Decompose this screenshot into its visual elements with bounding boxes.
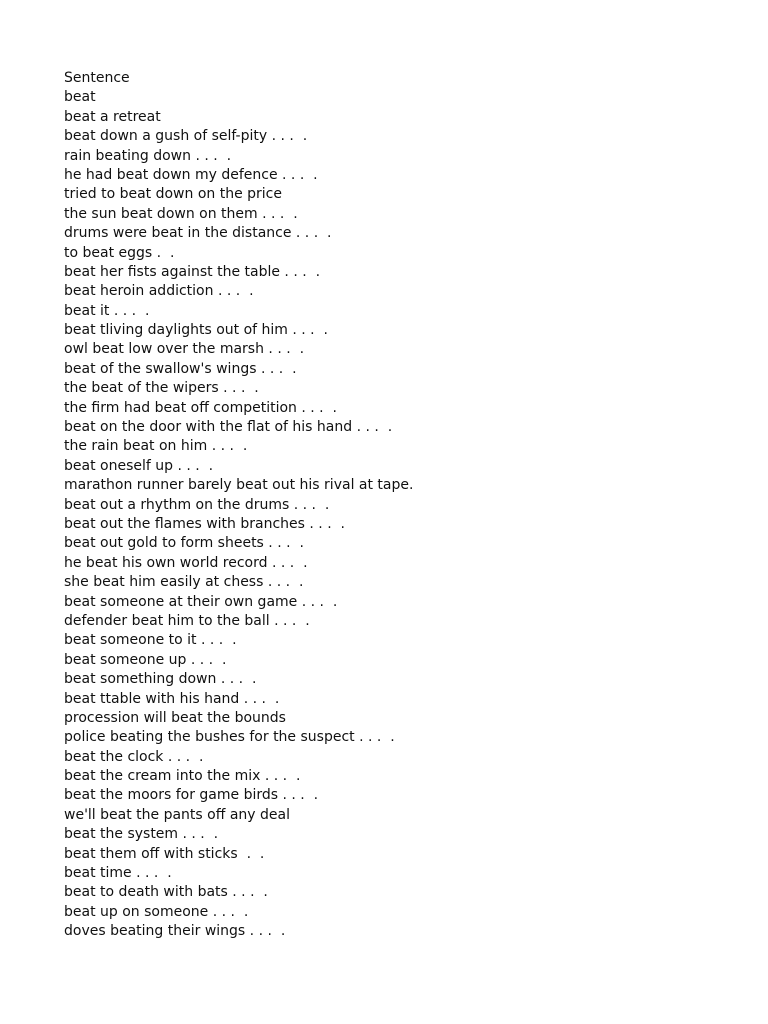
sentence-line: the firm had beat off competition . . . . [64,399,337,416]
sentence-line: beat out a rhythm on the drums . . . . [64,496,330,513]
sentence-list [64,88,744,941]
sentence-line: beat [64,89,96,106]
sentence-line: procession will beat the bounds [64,709,286,726]
sentence-line: owl beat low over the marsh . . . . [64,341,305,358]
sentence-line: beat the system . . . . [64,826,219,843]
sentence-line: beat something down . . . . [64,671,257,688]
sentence-line: beat her fists against the table . . . . [64,263,321,280]
sentence-line: drums were beat in the distance . . . . [64,225,332,242]
sentence-line: doves beating their wings . . . . [64,923,286,940]
sentence-line: beat the clock . . . . [64,748,204,765]
sentence-line: beat out the flames with branches . . . . [64,515,345,532]
sentence-line: he had beat down my defence . . . . [64,166,318,183]
sentence-line: marathon runner barely beat out his rival at tape. [64,477,414,494]
sentence-line: beat tliving daylights out of him . . . . [64,322,328,339]
sentence-line: he beat his own world record . . . . [64,554,308,571]
sentence-line: beat out gold to form sheets . . . . [64,535,304,552]
sentence-line: beat oneself up . . . . [64,457,214,474]
sentence-line: beat a retreat [64,108,161,125]
sentence-line: beat them off with sticks . . [64,845,265,862]
sentence-line: beat someone to it . . . . [64,632,237,649]
sentence-line: beat time . . . . [64,865,172,882]
sentence-line: beat heroin addiction . . . . [64,283,254,300]
sentence-line: tried to beat down on the price [64,186,282,203]
sentence-line: beat of the swallow's wings . . . . [64,360,297,377]
sentence-line: beat it . . . . [64,302,150,319]
sentence-line: beat to death with bats . . . . [64,884,268,901]
sentence-line: police beating the bushes for the suspect . . . . [64,729,395,746]
sentence-line: rain beating down . . . . [64,147,232,164]
sentence-line: beat on the door with the flat of his hand . . . . [64,419,393,436]
sentence-line: the sun beat down on them . . . . [64,205,298,222]
sentence-line: beat someone at their own game . . . . [64,593,338,610]
sentence-line: beat ttable with his hand . . . . [64,690,280,707]
column-header: Sentence [64,70,130,86]
sentence-line: beat the moors for game birds . . . . [64,787,319,804]
sentence-line: we'll beat the pants off any deal [64,806,290,823]
sentence-line: beat someone up . . . . [64,651,227,668]
sentence-line: the rain beat on him . . . . [64,438,248,455]
sentence-line: beat the cream into the mix . . . . [64,768,301,785]
sentence-line: defender beat him to the ball . . . . [64,612,310,629]
sentence-line: she beat him easily at chess . . . . [64,574,304,591]
sentence-line: the beat of the wipers . . . . [64,380,259,397]
sentence-line: to beat eggs . . [64,244,175,261]
sentence-line: beat down a gush of self-pity . . . . [64,128,308,145]
sentence-line: beat up on someone . . . . [64,903,249,920]
document-page [64,69,744,942]
